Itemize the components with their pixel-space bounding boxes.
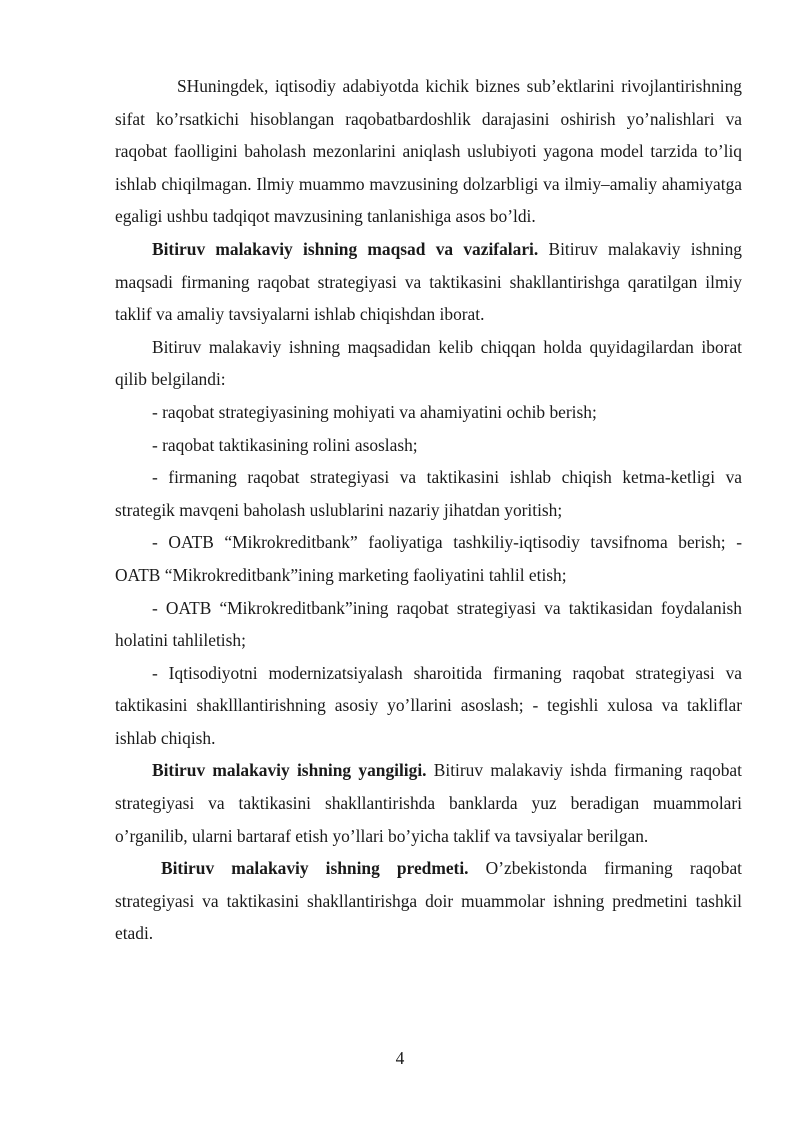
subject-text: O’zbekistonda firmaning raqobat strategiyasi va taktikasini shakllantirishga doir muammolar ishning predmetini tashkil etadi. [115,858,742,944]
list-item: - OATB “Mikrokreditbank” faoliyatiga tashkiliy-iqtisodiy tavsifnoma berish; - OATB “Mikrokreditbank”ining marketing faoliyatini tahlil etish; [115,532,742,585]
subject-heading: Bitiruv malakaviy ishning predmeti. [161,858,469,879]
paragraph-novelty [115,754,742,852]
novelty-heading: Bitiruv malakaviy ishning yangiligi. [152,760,427,781]
page-number: 4 [395,1048,405,1068]
list-item: - OATB “Mikrokreditbank”ining raqobat strategiyasi va taktikasidan foydalanish holatini tahliletish; [115,597,742,651]
novelty-text: Bitiruv malakaviy ishda firmaning raqobat strategiyasi va taktikasini shakllantirishda banklarda yuz beradigan muammolari o’rganilib, ularni bartaraf etish yo’llari bo’yicha taklif va tavsiyalar berilgan. [115,760,742,846]
goals-text: Bitiruv malakaviy ishning maqsadi firmaning raqobat strategiyasi va taktikasini shakllantirishga qaratilgan ilmiy taklif va amaliy tavsiyalarni ishlab chiqishdan iborat. [115,238,742,325]
paragraph-tasks-intro: Bitiruv malakaviy ishning maqsadidan kelib chiqqan holda quyidagilardan iborat qilib belgilandi: [115,336,742,390]
paragraph-subject [115,852,742,950]
document-body [115,70,742,950]
list-item: - raqobat strategiyasining mohiyati va ahamiyatini ochib berish; [152,401,597,422]
list-item: - Iqtisodiyotni modernizatsiyalash sharoitida firmaning raqobat strategiyasi va taktikasini shaklllantirishning asosiy yo’llarini asoslash; - tegishli xulosa va takliflar ishlab chiqish. [115,662,742,748]
list-item: - raqobat taktikasining rolini asoslash; [152,434,418,455]
list-item: - firmaning raqobat strategiyasi va taktikasini ishlab chiqish ketma-ketligi va strategik mavqeni baholash uslublarini nazariy jihatdan yoritish; [115,467,742,520]
paragraph-goals [115,233,742,331]
goals-heading: Bitiruv malakaviy ishning maqsad va vazifalari. [152,238,539,259]
paragraph-intro: SHuningdek, iqtisodiy adabiyotda kichik biznes sub’ektlarini rivojlantirishning sifat ko’rsatkichi hisoblangan raqobatbardoshlik darajasini oshirish yo’nalishlari va raqobat faolligini baholash mezonlarini aniqlash uslubiyoti yagona model tarzida to’liq ishlab chiqilmagan. Ilmiy muammo mavzusining dolzarbligi va ilmiy–amaliy ahamiyatga egaligi ushbu tadqiqot mavzusining tanlanishiga asos bo’ldi. [115,76,742,227]
